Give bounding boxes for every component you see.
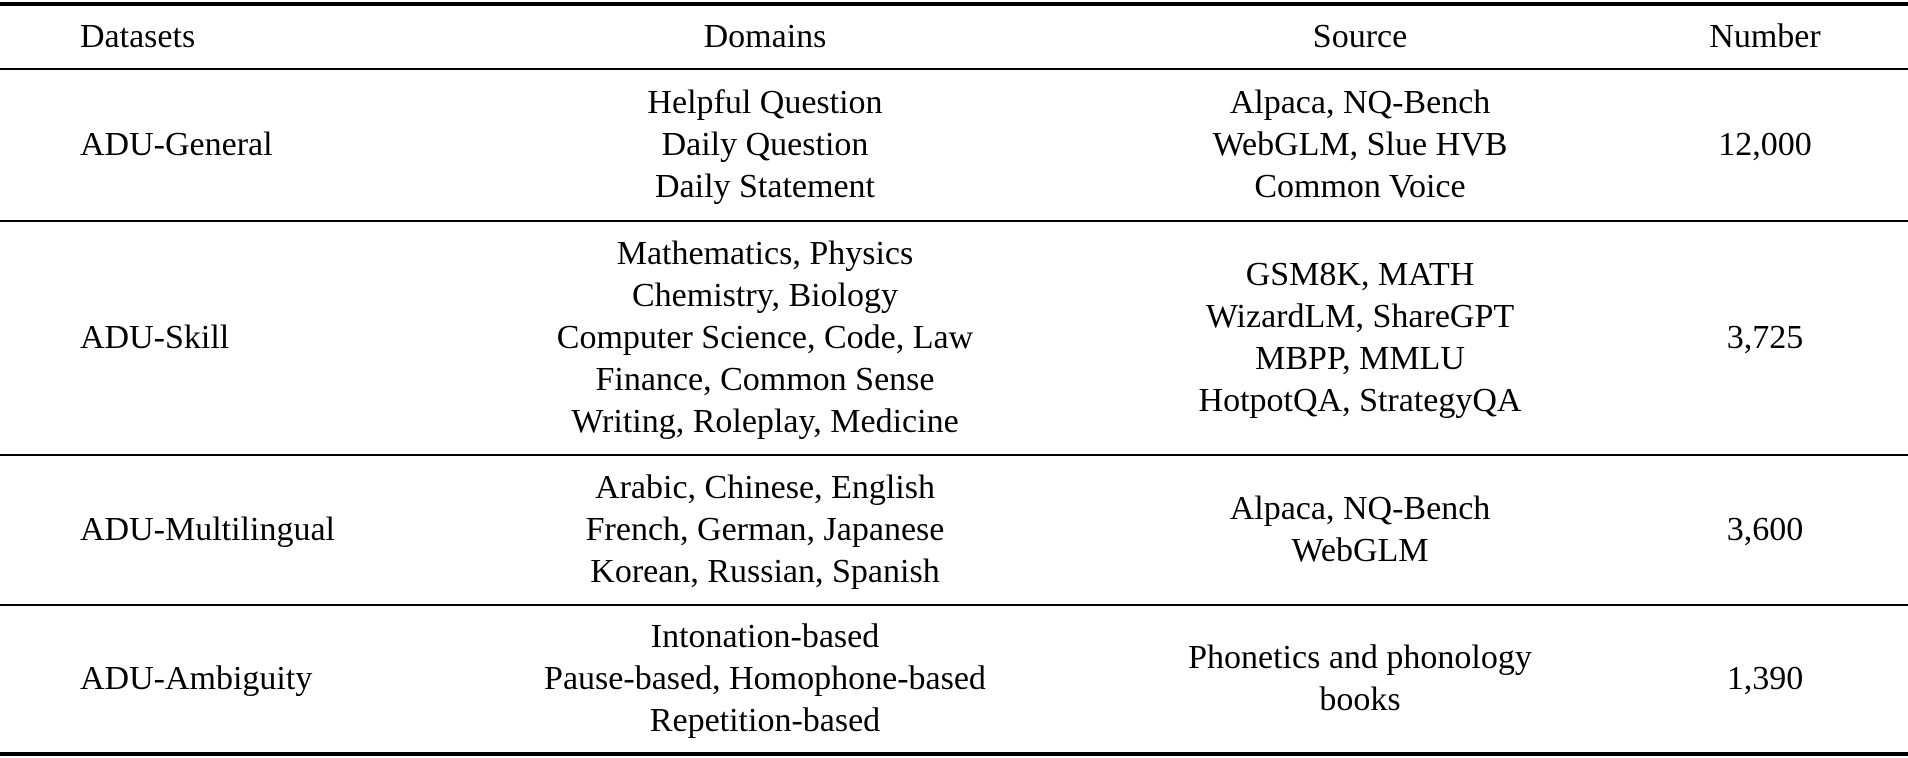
domain-line: Daily Statement — [654, 168, 875, 205]
domain-line: Computer Science, Code, Law — [556, 319, 974, 356]
table-row — [0, 606, 1908, 752]
domain-line: Pause-based, Homophone-based — [544, 660, 986, 697]
domains-cell — [430, 70, 1100, 220]
source-line: Phonetics and phonology — [1188, 639, 1532, 676]
table-row — [0, 70, 1908, 220]
source-line: Alpaca, NQ-Bench — [1229, 490, 1491, 527]
domain-line: Korean, Russian, Spanish — [590, 553, 940, 590]
domain-line: Repetition-based — [649, 702, 881, 739]
domains-cell — [430, 606, 1100, 752]
source-line: Common Voice — [1254, 168, 1466, 205]
source-line: GSM8K, MATH — [1245, 256, 1475, 293]
domain-line: Chemistry, Biology — [631, 277, 899, 314]
domain-line: Intonation-based — [650, 618, 880, 655]
domain-line: Daily Question — [661, 126, 869, 163]
number-cell: 3,725 — [1726, 319, 1804, 356]
domains-cell — [430, 222, 1100, 454]
number-cell: 1,390 — [1726, 660, 1804, 697]
source-cell — [1100, 222, 1620, 454]
domain-line: Finance, Common Sense — [595, 361, 935, 398]
header-source: Source — [1312, 18, 1408, 55]
domain-line: French, German, Japanese — [585, 511, 945, 548]
domain-line: Mathematics, Physics — [616, 235, 914, 272]
dataset-name: ADU-General — [80, 126, 273, 163]
header-number: Number — [1709, 18, 1821, 55]
source-line: WebGLM, Slue HVB — [1212, 126, 1508, 163]
dataset-name: ADU-Ambiguity — [80, 660, 313, 697]
dataset-name: ADU-Multilingual — [80, 511, 335, 548]
source-cell — [1100, 456, 1620, 604]
source-line: Alpaca, NQ-Bench — [1229, 84, 1491, 121]
domains-cell — [430, 456, 1100, 604]
source-line: WebGLM — [1291, 532, 1429, 569]
source-cell — [1100, 606, 1620, 752]
number-cell: 12,000 — [1718, 126, 1812, 163]
domain-line: Arabic, Chinese, English — [595, 469, 935, 506]
domain-line: Helpful Question — [647, 84, 883, 121]
table-row — [0, 456, 1908, 604]
header-domains: Domains — [703, 18, 827, 55]
domain-line: Writing, Roleplay, Medicine — [571, 403, 959, 440]
source-line: WizardLM, ShareGPT — [1205, 298, 1515, 335]
header-row — [0, 6, 1908, 68]
source-line: MBPP, MMLU — [1255, 340, 1465, 377]
bottom-rule — [0, 752, 1908, 756]
source-line: books — [1319, 681, 1401, 718]
number-cell: 3,600 — [1726, 511, 1804, 548]
source-cell — [1100, 70, 1620, 220]
dataset-name: ADU-Skill — [80, 319, 230, 356]
table-row — [0, 222, 1908, 454]
source-line: HotpotQA, StrategyQA — [1198, 382, 1522, 419]
header-datasets: Datasets — [80, 18, 196, 55]
